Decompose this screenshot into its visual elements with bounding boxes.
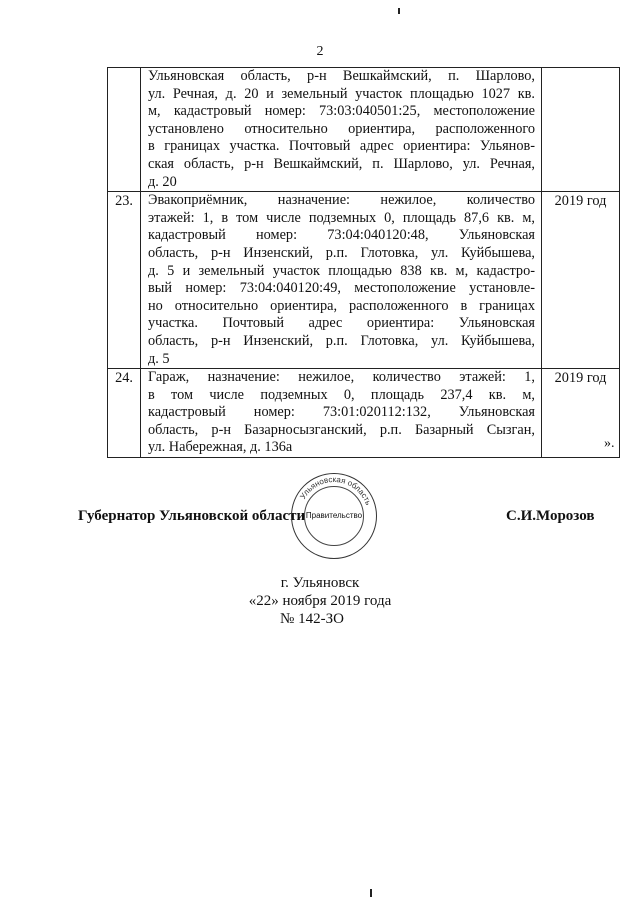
law-date: «22» ноября 2019 года <box>248 593 392 609</box>
description-line: ул. Набережная, д. 136а <box>148 439 293 456</box>
row-year: 2019 год <box>542 369 620 458</box>
description-line: участка. Почтовый адрес ориентира: Ульяновская <box>148 315 535 332</box>
description-line: этажей: 1, в том числе подземных 0, площадь 87,6 кв. м, <box>148 209 535 226</box>
row-year <box>542 68 620 192</box>
signatory-name: С.И.Морозов <box>506 508 595 524</box>
row-description <box>141 68 542 192</box>
description-line: вый номер: 73:04:040120:49, местоположение установле- <box>148 280 535 297</box>
scan-speck <box>398 8 400 14</box>
description-line: но относительно ориентира, расположенного в границах <box>148 297 535 314</box>
description-line: д. 5 <box>148 350 170 367</box>
description-line: Ульяновская область, р-н Вешкаймский, п. Шарлово, <box>148 68 535 84</box>
description-line: кадастровый номер: 73:01:020112:132, Ульяновская <box>148 404 535 421</box>
place-date-block <box>0 574 640 628</box>
description-line: ская область, р-н Вешкаймский, п. Шарлово, ул. Речная, <box>148 155 535 172</box>
description-line: ул. Речная, д. 20 и земельный участок площадью 1027 кв. <box>148 85 535 102</box>
seal-inner-ring <box>304 486 364 546</box>
description-line: Гараж, назначение: нежилое, количество этажей: 1, <box>148 369 535 386</box>
page-number: 2 <box>316 44 324 59</box>
description-line: область, р-н Инзенский, р.п. Глотовка, ул. Куйбышева, <box>148 332 535 349</box>
description-line: область, р-н Базарносызганский, р.п. Базарный Сызган, <box>148 421 535 438</box>
law-number: № 142-ЗО <box>280 611 344 627</box>
description-line: кадастровый номер: 73:04:040120:48, Ульяновская <box>148 227 535 244</box>
table-row <box>108 68 620 192</box>
description-line: м, кадастровый номер: 73:03:040501:25, местоположение <box>148 103 535 120</box>
seal-ring-text: Ульяновская область <box>297 474 373 506</box>
description-line: в том числе подземных 0, площадь 237,4 кв. м, <box>148 386 535 403</box>
row-description <box>141 192 542 369</box>
closing-quote: ». <box>604 436 615 451</box>
row-number <box>108 68 141 192</box>
row-year: 2019 год <box>542 192 620 369</box>
row-number: 24. <box>108 369 141 458</box>
description-line: область, р-н Инзенский, р.п. Глотовка, ул. Куйбышева, <box>148 244 535 261</box>
table-row <box>108 369 620 458</box>
seal-center-text: Правительство <box>305 511 363 520</box>
description-line: установлено относительно ориентира, расположенного <box>148 120 535 137</box>
place-city: г. Ульяновск <box>280 575 360 591</box>
signatory-title: Губернатор Ульяновской области <box>78 508 306 524</box>
description-line: в границах участка. Почтовый адрес ориентира: Ульянов- <box>148 138 535 155</box>
official-seal <box>291 473 377 559</box>
description-line: д. 20 <box>148 173 177 190</box>
description-line: Эвакоприёмник, назначение: нежилое, количество <box>148 192 535 209</box>
property-table <box>107 67 620 458</box>
scan-speck <box>370 889 372 897</box>
description-line: д. 5 и земельный участок площадью 838 кв. м, кадастро- <box>148 262 535 279</box>
row-number: 23. <box>108 192 141 369</box>
row-description <box>141 369 542 458</box>
table-row <box>108 192 620 369</box>
